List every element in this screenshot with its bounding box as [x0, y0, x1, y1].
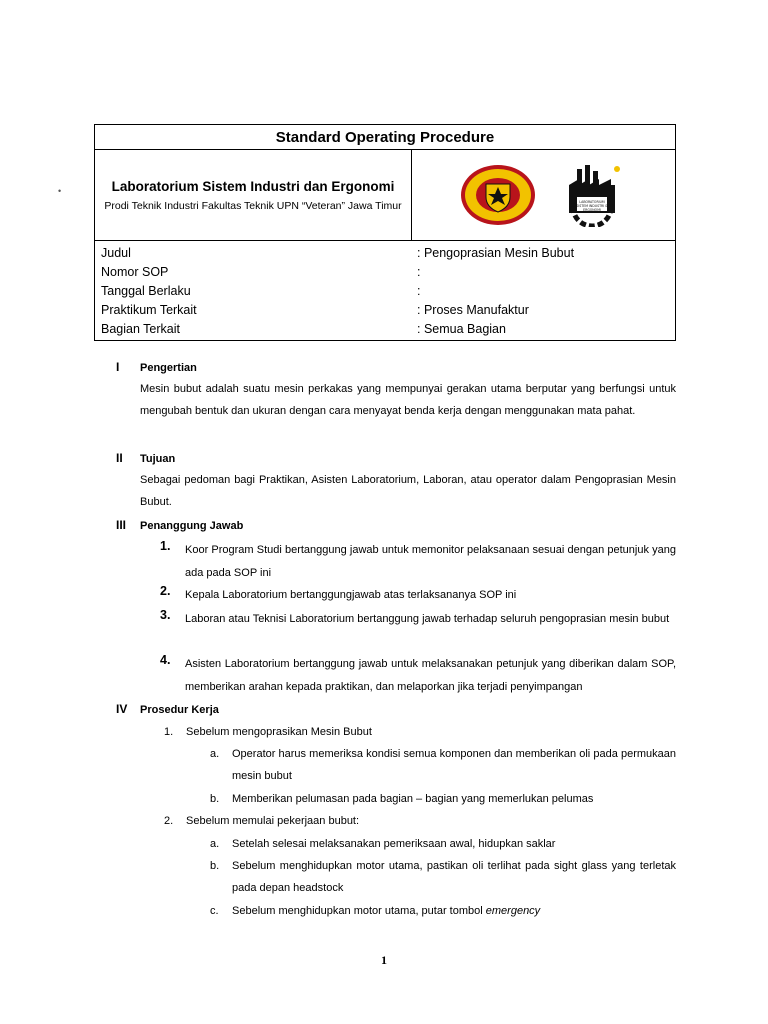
step-number: 2.: [164, 815, 174, 827]
meta-row: [101, 281, 669, 300]
section-heading: [0, 451, 768, 469]
organization-text: [95, 150, 412, 240]
step-text: Sebelum memulai pekerjaan bubut:: [186, 815, 360, 827]
svg-text:LABORATORIUM: LABORATORIUM: [578, 200, 605, 204]
list-item-number: 3.: [160, 608, 171, 622]
list-item-text: Laboran atau Teknisi Laboratorium bertanggung jawab terhadap seluruh pengoprasian mesin bubut: [185, 613, 670, 625]
substep-letter: a.: [210, 838, 220, 850]
meta-value: :: [417, 264, 421, 279]
organization-row: [95, 150, 675, 241]
sop-header-table: [94, 124, 676, 341]
section-number: IV: [116, 702, 128, 716]
list-item-number: 4.: [160, 653, 171, 667]
stray-mark: •: [58, 186, 62, 196]
list-item-number: 1.: [160, 539, 171, 553]
organization-subtitle: Prodi Teknik Industri Fakultas Teknik UPN “Veteran” Jawa Timur: [104, 199, 402, 212]
list-item-text: Koor Program Studi bertanggung jawab untuk memonitor pelaksanaan sesuai dengan petunjuk yang ada pada SOP ini: [185, 544, 676, 579]
section-title: Prosedur Kerja: [140, 704, 219, 716]
logo-area: [412, 150, 675, 240]
substep-text: Setelah selesai melaksanakan pemeriksaan awal, hidupkan saklar: [232, 838, 556, 850]
substep-text: [232, 900, 676, 922]
substep-letter: a.: [210, 748, 220, 760]
page-number: 1: [381, 953, 387, 967]
document-title: Standard Operating Procedure: [95, 125, 675, 150]
meta-key: Nomor SOP: [101, 264, 169, 279]
substep-text-plain: Sebelum menghidupkan motor utama, putar tombol: [232, 905, 486, 917]
sop-metadata: [95, 241, 675, 340]
substep-letter: c.: [210, 905, 219, 917]
upn-logo-icon: [459, 163, 537, 227]
substep-letter: b.: [210, 860, 220, 872]
meta-key: Judul: [101, 245, 131, 260]
substep-text: Memberikan pelumasan pada bagian – bagian yang memerlukan pelumas: [232, 793, 594, 805]
meta-value: :: [417, 283, 421, 298]
organization-name: Laboratorium Sistem Industri dan Ergonomi: [111, 178, 395, 194]
section-number: II: [116, 451, 123, 465]
section-heading: [0, 518, 768, 536]
meta-key: Praktikum Terkait: [101, 302, 197, 317]
meta-row: [101, 300, 669, 319]
section-paragraph: Sebagai pedoman bagi Praktikan, Asisten Laboratorium, Laboran, atau operator dalam Pengoprasian Mesin Bubut.: [140, 474, 676, 508]
section-heading: [0, 702, 768, 720]
lab-logo-icon: [559, 163, 629, 227]
section-title: Penanggung Jawab: [140, 520, 244, 532]
section-number: I: [116, 360, 120, 374]
meta-row: [101, 319, 669, 338]
section-number: III: [116, 518, 127, 532]
list-item-text: Asisten Laboratorium bertanggung jawab untuk melaksanakan petunjuk yang diberikan dalam SOP, memberikan arahan kepada praktikan, dan melaporkan jika terjadi penyimpangan: [185, 658, 676, 693]
meta-value: : Semua Bagian: [417, 321, 506, 336]
list-item-text: Kepala Laboratorium bertanggungjawab atas terlaksananya SOP ini: [185, 589, 517, 601]
step-number: 1.: [164, 726, 174, 738]
section-title: Tujuan: [140, 453, 176, 465]
svg-text:SISTEM INDUSTRI &: SISTEM INDUSTRI &: [575, 204, 608, 208]
section-title: Pengertian: [140, 362, 197, 374]
meta-key: Bagian Terkait: [101, 321, 180, 336]
substep-text: Operator harus memeriksa kondisi semua komponen dan memberikan oli pada permukaan mesin bubut: [232, 748, 676, 782]
meta-value: : Pengoprasian Mesin Bubut: [417, 245, 575, 260]
meta-row: [101, 243, 669, 262]
meta-value: : Proses Manufaktur: [417, 302, 529, 317]
meta-key: Tanggal Berlaku: [101, 283, 191, 298]
section-paragraph: Mesin bubut adalah suatu mesin perkakas yang mempunyai gerakan utama berputar yang berfungsi untuk mengubah bentuk dan ukuran dengan cara menyayat benda kerja dengan menggunakan mata pahat.: [140, 383, 676, 417]
substep-text-italic: emergency: [485, 905, 541, 917]
svg-text:ERGONOMI: ERGONOMI: [582, 208, 601, 212]
list-item-number: 2.: [160, 584, 171, 598]
substep-letter: b.: [210, 793, 220, 805]
step-text: Sebelum mengoprasikan Mesin Bubut: [186, 726, 372, 738]
substep-text: Sebelum menghidupkan motor utama, pastikan oli terlihat pada sight glass yang terletak pada depan headstock: [232, 860, 676, 894]
section-heading: [0, 360, 768, 378]
meta-row: [101, 262, 669, 281]
